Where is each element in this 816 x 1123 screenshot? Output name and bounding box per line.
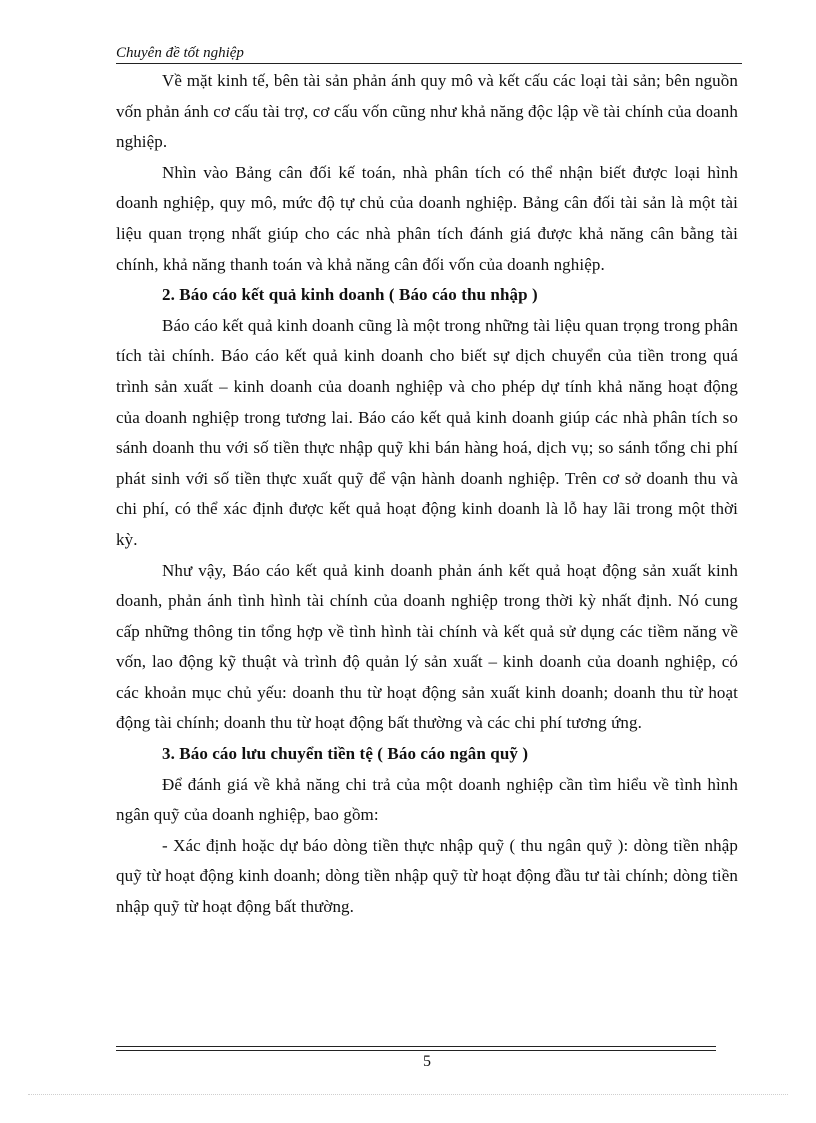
section-heading-income-statement: 2. Báo cáo kết quả kinh doanh ( Báo cáo thu nhập ) <box>162 285 538 305</box>
paragraph-cash-inflow: - Xác định hoặc dự báo dòng tiền thực nhập quỹ ( thu ngân quỹ ): dòng tiền nhập quỹ từ hoạt động kinh doanh; dòng tiền nhập quỹ từ hoạt động đầu tư tài chính; dòng tiền nhập quỹ từ hoạt động bất thường. <box>116 835 738 917</box>
section-heading-cash-flow: 3. Báo cáo lưu chuyển tiền tệ ( Báo cáo ngân quỹ ) <box>162 744 529 764</box>
paragraph-balance-sheet: Nhìn vào Bảng cân đối kế toán, nhà phân tích có thể nhận biết được loại hình doanh nghiệp, quy mô, mức độ tự chủ của doanh nghiệp. Bảng cân đối tài sản là một tài liệu quan trọng nhất giúp cho các nhà phân tích đánh giá được khả năng cân bằng tài chính, khả năng thanh toán và khả năng cân đối vốn của doanh nghiệp. <box>116 162 738 274</box>
footer-rule-bottom <box>116 1050 716 1051</box>
paragraph-income-statement-summary: Như vậy, Báo cáo kết quả kinh doanh phản ánh kết quả hoạt động sản xuất kinh doanh, phản ánh tình hình tài chính của doanh nghiệp trong thời kỳ nhất định. Nó cung cấp những thông tin tổng hợp về tình hình tài chính và kết quả sử dụng các tiềm năng về vốn, lao động kỹ thuật và trình độ quản lý sản xuất – kinh doanh của doanh nghiệp, có các khoản mục chủ yếu: doanh thu từ hoạt động sản xuất kinh doanh; doanh thu từ hoạt động tài chính; doanh thu từ hoạt động bất thường và các chi phí tương ứng. <box>116 560 738 733</box>
document-body <box>116 66 738 923</box>
paragraph-economic-view: Về mặt kinh tế, bên tài sản phản ánh quy mô và kết cấu các loại tài sản; bên nguồn vốn phản ánh cơ cấu tài trợ, cơ cấu vốn cũng như khả năng độc lập về tài chính của doanh nghiệp. <box>116 71 738 152</box>
paragraph-cash-flow-intro: Để đánh giá về khả năng chi trả của một doanh nghiệp cần tìm hiểu về tình hình ngân quỹ của doanh nghiệp, bao gồm: <box>116 774 738 825</box>
page-header: Chuyên đề tốt nghiệp <box>116 44 742 64</box>
page-bottom-border <box>28 1094 788 1095</box>
paragraph-income-statement-intro: Báo cáo kết quả kinh doanh cũng là một trong những tài liệu quan trọng trong phân tích tài chính. Báo cáo kết quả kinh doanh cho biết sự dịch chuyển của tiền trong quá trình sản xuất – kinh doanh của doanh nghiệp và cho phép dự tính khả năng hoạt động của doanh nghiệp trong tương lai. Báo cáo kết quả kinh doanh giúp các nhà phân tích so sánh doanh thu với số tiền thực nhập quỹ khi bán hàng hoá, dịch vụ; so sánh tổng chi phí phát sinh với số tiền thực xuất quỹ để vận hành doanh nghiệp. Trên cơ sở doanh thu và chi phí, có thể xác định được kết quả hoạt động kinh doanh là lỗ hay lãi trong một thời kỳ. <box>116 315 738 549</box>
footer-rule-top <box>116 1046 716 1047</box>
page-number: 5 <box>423 1053 431 1070</box>
